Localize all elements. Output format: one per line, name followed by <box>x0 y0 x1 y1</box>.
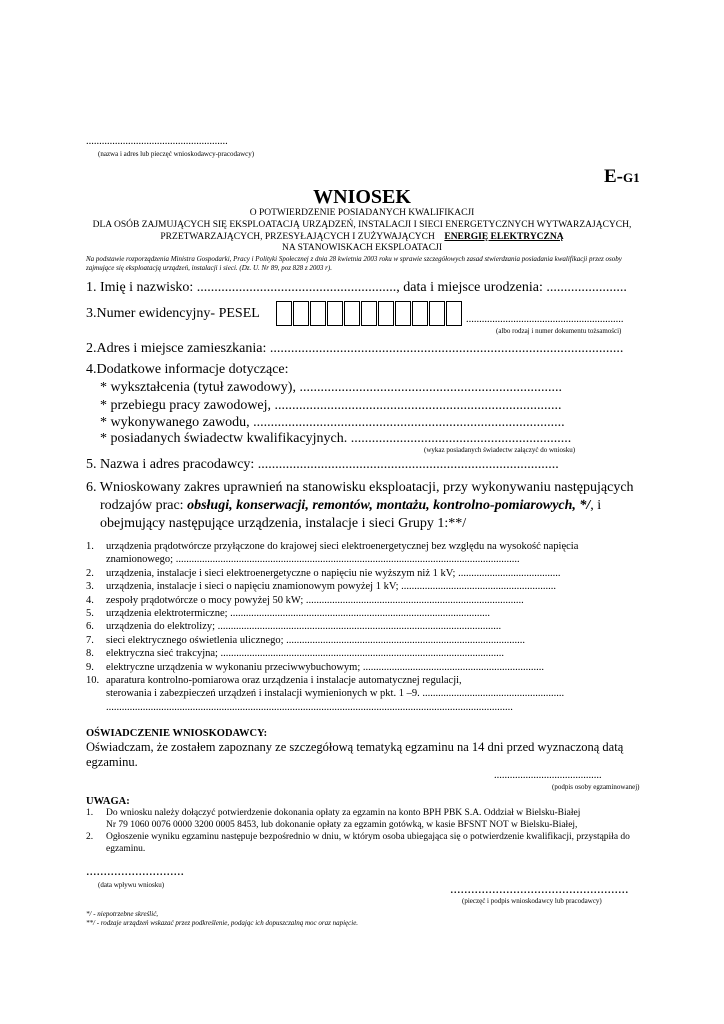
device-item[interactable]: zespoły prądotwórcze o mocy powyżej 50 kW; ................................................................................... <box>106 594 524 606</box>
declaration-heading: OŚWIADCZENIE WNIOSKODAWCY: <box>86 728 268 739</box>
form-code: E-G1 <box>604 166 640 187</box>
candidate-signature-caption: (podpis osoby egzaminowanej) <box>552 783 640 791</box>
info-education[interactable]: * wykształcenia (tytuł zawodowy), ........................................................................... <box>100 380 562 395</box>
field-employer[interactable]: 5. Nazwa i adres pracodawcy: ...................................................................................... <box>86 457 559 472</box>
device-number: 5. <box>86 608 94 619</box>
pesel-cell[interactable] <box>446 301 462 326</box>
field-additional-info: 4.Dodatkowe informacje dotyczące: <box>86 362 289 377</box>
device-number: 7. <box>86 634 94 646</box>
device-item[interactable]: elektryczne urządzenia w wykonaniu przeciwwybuchowym; ..................................................................... <box>106 661 544 673</box>
id-document-dots[interactable]: ............................................................ <box>466 314 624 325</box>
note1-line1: Do wniosku należy dołączyć potwierdzenie dokonania opłaty za egzamin na konto BPH PBK S.A. Oddział w Bielsku-Białej <box>106 808 581 818</box>
info-certificates[interactable]: * posiadanych świadectw kwalifikacyjnych. ............................................................... <box>100 431 572 446</box>
pesel-boxes[interactable] <box>276 301 463 326</box>
document-title: WNIOSEK <box>313 186 411 208</box>
device-number: 9. <box>86 661 94 673</box>
device-number: 1. <box>86 541 94 552</box>
note2-line2: egzaminu. <box>106 844 146 854</box>
pesel-cell[interactable] <box>378 301 394 326</box>
device-number: 2. <box>86 567 94 579</box>
id-document-caption: (albo rodzaj i numer dokumentu tożsamości) <box>496 327 622 335</box>
device-item[interactable]: urządzenia elektrotermiczne; ................................................................................................... <box>106 608 491 619</box>
device-item[interactable]: znamionowego; ................................................................................................................................... <box>106 554 520 566</box>
device-item[interactable]: aparatura kontrolno-pomiarowa oraz urządzenia i instalacje automatycznej regulacji, <box>106 675 462 686</box>
employer-stamp-dots[interactable]: ................................................... <box>450 882 629 897</box>
pesel-cell[interactable] <box>429 301 445 326</box>
title-line3: PRZETWARZAJĄCYCH, PRZESYŁAJĄCYCH I ZUŻYWAJĄCYCH ENERGIĘ ELEKTRYCZNĄ <box>160 232 564 242</box>
legal-basis-line2: zajmujące się eksploatacją urządzeń, instalacji i sieci. (Dz. U. Nr 89, poz 828 z 2003 r). <box>86 264 332 272</box>
stamp-dots: ...................................................... <box>86 136 228 147</box>
field-name-birth[interactable]: 1. Imię i nazwisko: ........................................................., data i miejsce urodzenia: ....................... <box>86 280 627 295</box>
title-line2: DLA OSÓB ZAJMUJĄCYCH SIĘ EKSPLOATACJĄ URZĄDZEŃ, INSTALACJI I SIECI ENERGETYCZNYCH WYTWARZAJĄCYCH, <box>92 220 632 230</box>
device-number: 3. <box>86 581 94 593</box>
receipt-date-caption: (data wpływu wniosku) <box>98 881 165 889</box>
pesel-cell[interactable] <box>310 301 326 326</box>
stamp-caption: (nazwa i adres lub pieczęć wnioskodawcy-pracodawcy) <box>98 150 255 158</box>
pesel-cell[interactable] <box>293 301 309 326</box>
field-scope-line1: 6. Wnioskowany zakres uprawnień na stanowisku eksploatacji, przy wykonywaniu następujących <box>86 480 634 495</box>
device-number: 6. <box>86 621 94 633</box>
field-scope-line3: obejmujący następujące urządzenia, instalacje i sieci Grupy 1:**/ <box>100 516 467 531</box>
device-number: 4. <box>86 594 94 606</box>
certificates-caption: (wykaz posiadanych świadectw załączyć do wniosku) <box>424 446 576 454</box>
field-scope-line2: rodzajów prac: obsługi, konserwacji, remontów, montażu, kontrolno-pomiarowych, */, i <box>100 498 602 513</box>
note1-line2: Nr 79 1060 0076 0000 3200 0005 8453, lub dokonanie opłaty za egzamin gotówką, w kasie BFSNT NOT w Bielsku-Białej, <box>106 820 578 830</box>
pesel-cell[interactable] <box>412 301 428 326</box>
note2-line1: Ogłoszenie wyniku egzaminu następuje bezpośrednio w dniu, w którym osoba ubiegająca się o potwierdzenie kwalifikacji, przystąpiła do <box>106 832 630 842</box>
field-address[interactable]: 2.Adres i miejsce zamieszkania: ..................................................................................................... <box>86 341 624 356</box>
pesel-cell[interactable] <box>327 301 343 326</box>
legal-basis-line1: Na podstawie rozporządzenia Ministra Gospodarki, Pracy i Polityki Społecznej z dnia 28 kwietnia 2003 roku w sprawie szczegółowych zasad stwierdzania posiadania kwalifikacji przez osoby <box>86 255 622 263</box>
title-line1: O POTWIERDZENIE POSIADANYCH KWALIFIKACJI <box>249 208 475 218</box>
employer-stamp-caption: (pieczęć i podpis wnioskodawcy lub pracodawcy) <box>462 897 602 905</box>
device-item[interactable]: urządzenia prądotwórcze przyłączone do krajowej sieci elektroenergetycznej bez względu na wysokość napięcia <box>106 541 579 552</box>
device-item[interactable]: urządzenia do elektrolizy; ............................................................................................................ <box>106 621 502 633</box>
device-item[interactable]: ........................................................................................................................................................... <box>106 701 513 713</box>
declaration-line2: egzaminu. <box>86 755 138 769</box>
pesel-cell[interactable] <box>276 301 292 326</box>
info-profession[interactable]: * wykonywanego zawodu, ......................................................................................... <box>100 415 565 430</box>
footnote-2: **/ - rodzaje urządzeń wskazać przez podkreślenie, podając ich dopuszczalną moc oraz napięcie. <box>86 919 359 927</box>
device-item[interactable]: urządzenia, instalacje i sieci elektroenergetyczne o napięciu nie wyższym niż 1 kV; ....................................... <box>106 567 561 579</box>
pesel-cell[interactable] <box>344 301 360 326</box>
note1-number: 1. <box>86 808 94 818</box>
declaration-line1: Oświadczam, że zostałem zapoznany ze szczegółową tematyką egzaminu na 14 dni przed wyznaczoną datą <box>86 740 624 754</box>
notes-heading: UWAGA: <box>86 796 130 807</box>
device-number: 10. <box>86 675 100 686</box>
pesel-label: 3.Numer ewidencyjny- PESEL <box>86 306 260 321</box>
device-item[interactable]: sieci elektrycznego oświetlenia ulicznego; ........................................................................................... <box>106 634 526 646</box>
receipt-date-dots[interactable]: ............................ <box>86 864 184 879</box>
pesel-cell[interactable] <box>395 301 411 326</box>
device-item[interactable]: elektryczna sieć trakcyjna; ............................................................................................................ <box>106 648 505 660</box>
device-item[interactable]: urządzenia, instalacje i sieci o napięciu znamionowym powyżej 1 kV; ........................................................... <box>106 581 557 593</box>
device-item[interactable]: sterowania i zabezpieczeń urządzeń i instalacji wymienionych w pkt. 1 –9. ...................................................... <box>106 688 565 700</box>
candidate-signature-dots[interactable]: ......................................... <box>494 770 602 781</box>
note2-number: 2. <box>86 832 94 842</box>
info-career[interactable]: * przebiegu pracy zawodowej, .................................................................................. <box>100 398 562 413</box>
device-number: 8. <box>86 648 94 660</box>
title-line4: NA STANOWISKACH EKSPLOATACJI <box>282 243 442 253</box>
footnote-1: */ - niepotrzebne skreślić, <box>86 910 159 918</box>
pesel-cell[interactable] <box>361 301 377 326</box>
